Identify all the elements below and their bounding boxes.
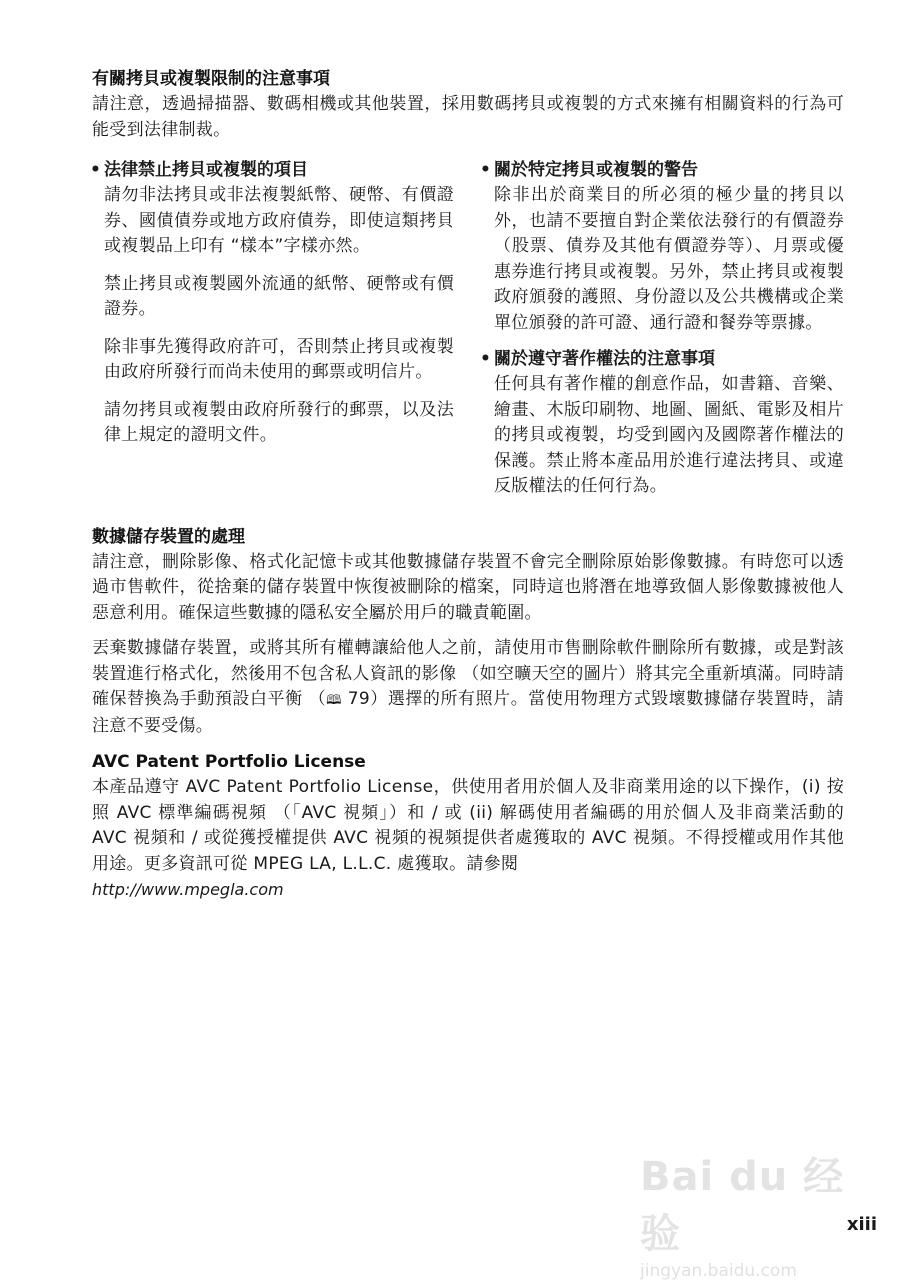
left-column (92, 157, 454, 510)
text-run: ）選擇的所有照片。當使用物理方式毀壞數據儲存裝置時，請注意不要受傷。 (92, 689, 844, 736)
text-run: 丟棄數據儲存裝置，或將其所有權轉讓給他人之前，請使用市售刪除軟件刪除所有數據，或是對該裝置進行格式化，然後用不包含私人資訊的影像 （如空曠天空的圖片）將其完全重新填滿。同時請確保替換為手動預設白平衡 （ (92, 638, 844, 709)
paragraph: 禁止拷貝或複製國外流通的紙幣、硬幣或有價證券。 (104, 273, 454, 319)
data-storage-paragraph-2 (92, 636, 844, 739)
bullet-heading-prohibited-items (92, 157, 454, 183)
data-storage-section (92, 524, 844, 740)
copy-restriction-intro: 請注意，透過掃描器、數碼相機或其他裝置，採用數碼拷貝或複製的方式來擁有相關資料的行為可能受到法律制裁。 (92, 94, 844, 140)
avc-license-section (92, 749, 844, 903)
section-title-copy-restrictions: 有關拷貝或複製限制的注意事項 (92, 69, 330, 89)
paragraph: 請勿非法拷貝或非法複製紙幣、硬幣、有價證券、國債債券或地方政府債券，即使這類拷貝或複製品上印有 “樣本”字樣亦然。 (104, 185, 454, 256)
bullet-marker: • (90, 160, 101, 180)
paragraph: 除非出於商業目的所必須的極少量的拷貝以外，也請不要擅自對企業依法發行的有價證券（股票、債券及其他有價證券等）、月票或優惠券進行拷貝或複製。另外，禁止拷貝或複製政府頒發的護照、身份證以及公共機構或企業單位頒發的許可證、通行證和餐券等票據。 (494, 185, 844, 333)
section-title-avc-license: AVC Patent Portfolio License (92, 752, 366, 772)
bullet-body-prohibited-items (92, 183, 454, 449)
book-icon: 🕮 (326, 693, 342, 708)
watermark (640, 1145, 850, 1281)
watermark-logo: Bai du 经验 (640, 1154, 845, 1257)
avc-license-body: 本產品遵守 AVC Patent Portfolio License，供使用者用於個人及非商業用途的以下操作，(i) 按照 AVC 標準編碼視頻 （「AVC 視頻」）和 / 或 (ii) 解碼使用者編碼的用於個人及非商業活動的 AVC 視頻和 / 或從獲授權提供 AVC 視頻的視頻提供者處獲取的 AVC 視頻。不得授權或用作其他用途。更多資訊可從 MPEG LA, L.L.C. 處獲取。請參閱 (92, 777, 844, 874)
bullet-marker: • (480, 349, 491, 369)
bullet-heading-text: 關於遵守著作權法的注意事項 (494, 349, 715, 369)
page-reference: 79 (347, 689, 371, 709)
bullet-marker: • (480, 160, 491, 180)
bullet-body-specific-copy-warning (482, 183, 844, 336)
mpegla-link[interactable]: http://www.mpegla.com (92, 880, 284, 899)
right-column (482, 157, 844, 510)
paragraph: 任何具有著作權的創意作品，如書籍、音樂、繪畫、木版印刷物、地圖、圖紙、電影及相片的拷貝或複製，均受到國內及國際著作權法的保護。禁止將本產品用於進行違法拷貝、或違反版權法的任何行為。 (494, 374, 844, 496)
bullet-body-copyright (482, 372, 844, 500)
bullet-heading-text: 法律禁止拷貝或複製的項目 (104, 160, 308, 180)
paragraph: 請勿拷貝或複製由政府所發行的郵票，以及法律上規定的證明文件。 (104, 399, 454, 445)
paragraph: 除非事先獲得政府許可，否則禁止拷貝或複製由政府所發行而尚未使用的郵票或明信片。 (104, 336, 454, 382)
bullet-heading-copyright (482, 346, 844, 372)
section-title-data-storage: 數據儲存裝置的處理 (92, 526, 245, 547)
page-number: xiii (846, 1214, 877, 1235)
two-column-block (92, 157, 844, 510)
data-storage-paragraph-1: 請注意，刪除影像、格式化記憶卡或其他數據儲存裝置不會完全刪除原始影像數據。有時您可以透過市售軟件，從捨棄的儲存裝置中恢復被刪除的檔案，同時這也將潛在地導致個人影像數據被他人惡意利用。確保這些數據的隱私安全屬於用戶的職責範圍。 (92, 551, 844, 623)
watermark-url: jingyan.baidu.com (640, 1261, 797, 1281)
bullet-heading-text: 關於特定拷貝或複製的警告 (494, 160, 698, 180)
bullet-heading-specific-copy-warning (482, 157, 844, 183)
page-content (92, 66, 844, 913)
copy-restriction-section (92, 66, 844, 510)
